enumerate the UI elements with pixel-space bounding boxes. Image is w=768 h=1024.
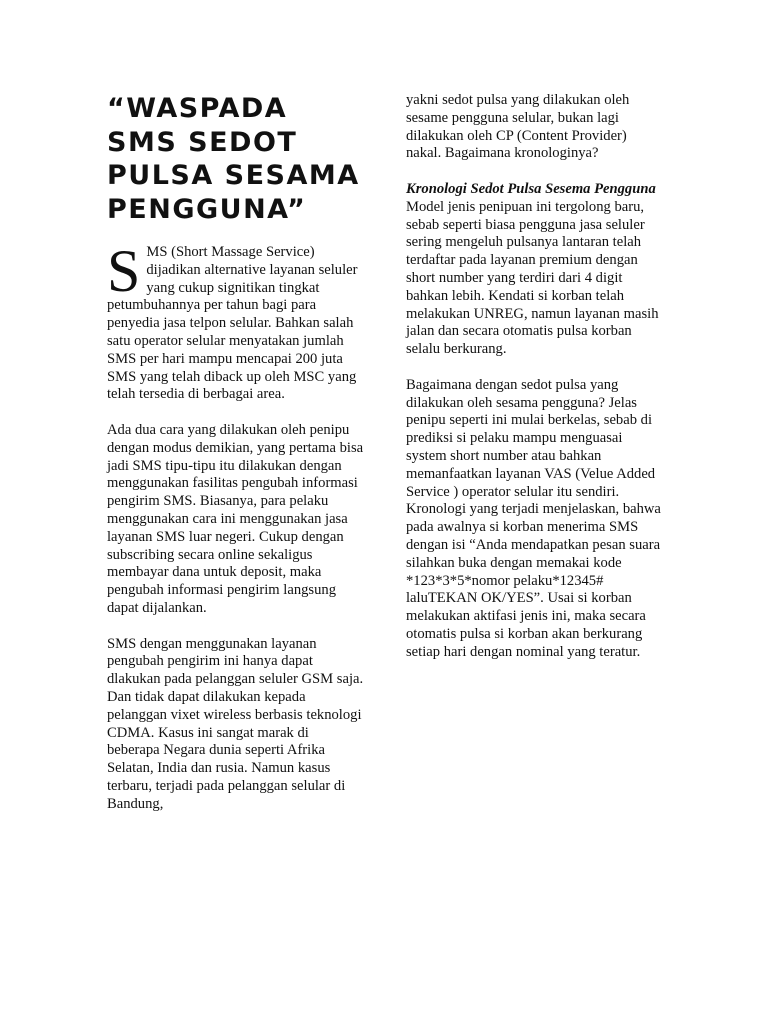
article-title: “WASPADA SMS SEDOT PULSA SESAMA PENGGUNA” (107, 93, 360, 225)
intro-paragraph-text: MS (Short Massage Service) dijadikan alternative layanan seluler yang cukup signitikan tingkat petumbuhannya per tahun bagi para penyedia jasa telpon selular. Bahkan salah satu operator selular menyatakan jumlah SMS per hari mampu mencapai 200 juta SMS yang telah diback up oleh MSC yang telah tersedia di berbagai area. (107, 244, 358, 403)
drop-cap: S (107, 238, 141, 304)
body-paragraph-5: Bagaimana dengan sedot pulsa yang dilakukan oleh sesama pengguna? Jelas penipu seperti ini mulai berkelas, sebab di prediksi si pelaku mampu menguasai system short number atau bahkan memanfaatkan layanan VAS (Velue Added Service ) operator selular itu sendiri. Kronologi yang terjadi menjelaskan, bahwa pada awalnya si korban menerima SMS dengan isi “Anda mendapatkan pesan suara silahkan buka dengan memakai kode *123*3*5*nomor pelaku*12345# laluTEKAN OK/YES”. Usai si korban melakukan aktifasi jenis ini, maka secara otomatis pulsa si korban akan berkurang setiap hari dengan nominal yang teratur. (406, 376, 661, 660)
right-column (406, 92, 664, 679)
body-paragraph-4: Model jenis penipuan ini tergolong baru, sebab seperti biasa pengguna jasa seluler sering mengeluh pulsanya lantaran telah terdaftar pada layanan premium dengan short number yang terdiri dari 4 digit bahkan lebih. Kendati si korban telah melakukan UNREG, namun layanan masih jalan dan secara otomatis pulsa korban selalu berkurang. (406, 198, 659, 358)
intro-paragraph (107, 238, 365, 404)
section-subheading: Kronologi Sedot Pulsa Sesema Pengguna (406, 180, 656, 197)
left-column (107, 92, 365, 831)
body-paragraph-3: SMS dengan menggunakan layanan pengubah pengirim ini hanya dapat dlakukan pada pelanggan seluler GSM saja. Dan tidak dapat dilakukan kepada pelanggan vixet wireless berbasis teknologi CDMA. Kasus ini sangat marak di beberapa Negara dunia seperti Afrika Selatan, India dan rusia. Namun kasus terbaru, terjadi pada pelanggan selular di Bandung, (107, 635, 364, 812)
continued-paragraph: yakni sedot pulsa yang dilakukan oleh sesame pengguna selular, bukan lagi dilakukan oleh CP (Content Provider) nakal. Bagaimana kronologinya? (406, 92, 630, 162)
body-paragraph-2: Ada dua cara yang dilakukan oleh penipu dengan modus demikian, yang pertama bisa jadi SMS tipu-tipu itu dilakukan dengan menggunakan fasilitas pengubah informasi pengirim SMS. Biasanya, para pelaku menggunakan cara ini menggunakan jasa layanan SMS luar negeri. Cukup dengan subscribing secara online sekaligus membayar dana untuk deposit, maka pengubah informasi pengirim langsung dapat dijalankan. (107, 421, 364, 616)
